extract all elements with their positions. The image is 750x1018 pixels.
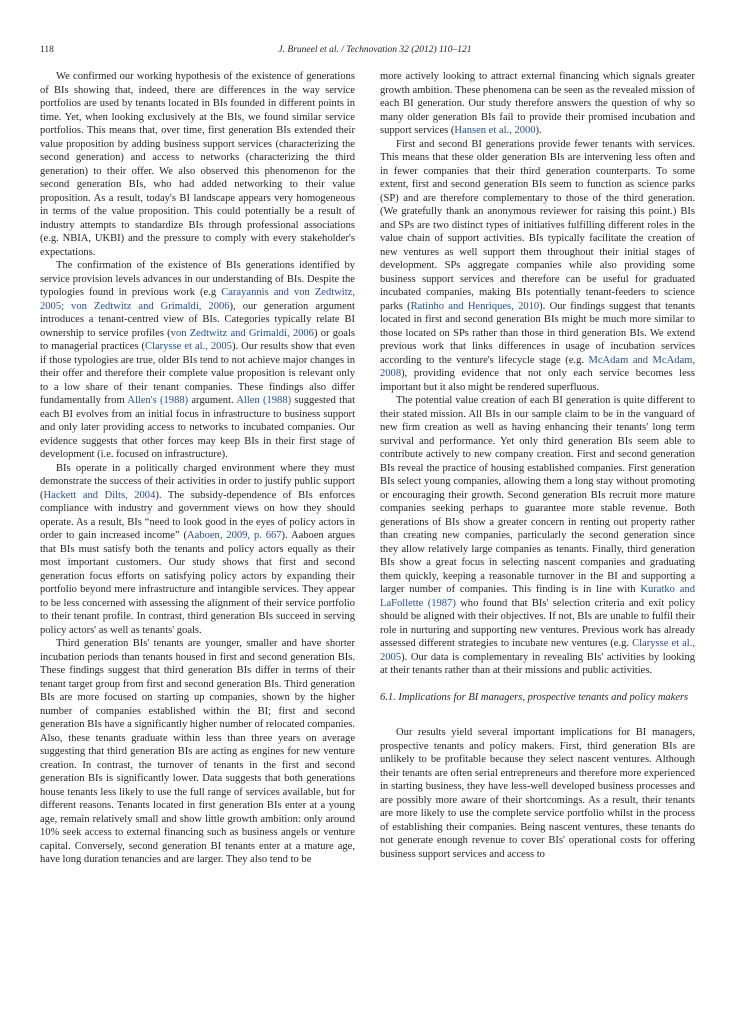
paragraph-text: BIs operate in a politically charged environment where they must demonstrate the success of their activities in order to justify public support ( — [40, 462, 355, 501]
left-column — [40, 70, 355, 867]
paragraph-text: The confirmation of the existence of BIs generations identified by service provision levels advances in our understanding of BIs. Despite the typologies found in previous work (e.g — [40, 260, 355, 298]
citation-link[interactable]: Hansen et al., 2000 — [454, 125, 536, 136]
paragraph-text: suggested that each BI evolves from an initial focus in infrastructure to business support and only later providing access to networks to incubated companies. Our evidence suggests that other forces may keep BIs in their first stage of development (i.e. focused on infrastructure). — [40, 395, 356, 460]
paragraph — [380, 394, 695, 678]
paragraph: Third generation BIs' tenants are younger, smaller and have shorter incubation periods than tenants housed in first and second generation BIs. These findings suggest that third generation BIs differ in terms of their tenant target group from first and second generation BIs. Third generation BIs are more focused on starting up companies, shown by the higher number of companies established within the BI; first and second generation BIs have a significantly higher number of relocated companies. Also, these tenants graduate within less than three years on average suggesting that third generation BIs are acting as engines for new venture creation. In contrast, the turnover of tenants in the first and second generation BIs is significantly lower. Data suggests that both generations house tenants less likely to use the full range of services available, but for different reasons. Tenants located in first generation BIs enter at a young age, remain relatively small and show little growth ambition: only around 10% seek access to external financing such as business angels or venture capital. Conversely, second generation BI tenants enter at a mature age, have long duration tenancies and are larger. They also tend to be — [40, 638, 355, 865]
running-head: J. Bruneel et al. / Technovation 32 (2012) 110–121 — [278, 45, 472, 55]
citation-link[interactable]: Ratinho and Henriques, 2010 — [410, 300, 540, 312]
paragraph-text: argument. — [188, 395, 237, 406]
citation-link[interactable]: Clarysse et al., 2005 — [145, 341, 232, 352]
paragraph-text: ). Aaboen argues that BIs must satisfy both the tenants and policy actors equally as their most important customers. Our study shows that first and second generation focus efforts on satisfying policy actors by expanding their portfolio beyond mere infrastructure and intangible services. They appear to be less concerned with assessing the alignment of their service portfolio to their tenant profile. In contrast, third generation BIs succeed in serving policy actors' as well as tenants' goals. — [40, 530, 355, 636]
paragraph-text: The potential value creation of each BI generation is quite different to their stated mission. All BIs in our sample claim to be in the vanguard of new firm creation as well as having enhancing their tenants' long term survival and performance. Yet only third generation BIs seem able to contribute actively to new company creation. First and second generation BIs reveal the practice of housing established companies. First generation BIs select young companies, allowing them a long stay without promoting or encouraging their growth. Second generation BIs recruit more mature companies seeking perhaps to guarantee more stable revenue. Both generations of BIs show a greater concern in renting out property rather than creating new companies, particularly the second generation since they allow relatively large companies as tenants. Finally, third generation BIs show a great focus in selecting nascent companies and graduating them quickly, keeping a reasonable turnover in the BI and supporting a larger number of companies. This finding is in line with — [380, 395, 695, 595]
paragraph — [40, 259, 355, 462]
citation-link[interactable]: Clarysse et al., 2005 — [380, 638, 696, 663]
paragraph-text: ) or goals to managerial practices ( — [40, 327, 355, 352]
paragraph-text: more actively looking to attract external financing which signals greater growth ambition. These phenomena can be seen as the revealed mission of each BI generation. Our study therefore answers the question of why so many older generation BIs fail to provide their promised incubation and support services ( — [380, 71, 695, 136]
citation-link[interactable]: von Zedtwitz and Grimaldi, 2006 — [170, 327, 314, 339]
paragraph-text: ), providing evidence that not only each service becomes less important but it also might be rendered superfluous. — [380, 368, 695, 393]
paragraph-text: First and second BI generations provide fewer tenants with services. This means that these older generation BIs are intervening less often and in fewer companies that their third generation counterparts. To some extent, first and second generation BIs seem to function as science parks (SP) and are therefore complementary to those of the third generation. (We gratefully thank an anonymous reviewer for raising this point.) BIs and SPs are two distinct types of initiatives fulfilling different roles in the value chain of support activities. BIs typically facilitate the creation of new ventures as well support them throughout their initial stages of development. SPs aggregate companies while also providing some business support services and therefore can be useful for graduated incubated companies, making BIs potentially tenant-feeders to science parks ( — [380, 138, 695, 312]
paragraph-text: ). Our results show that even if those typologies are true, older BIs tend to not achieve major changes in their offer and therefore their complete value proposition is relevant only to a low share of their tenant companies. These findings also differ fundamentally from — [40, 341, 355, 406]
citation-link[interactable]: Kuratko and LaFollette (1987) — [380, 584, 695, 609]
citation-link[interactable]: Aaboen, 2009, p. 667 — [187, 530, 282, 541]
right-column — [380, 70, 695, 861]
paragraph-text: who found that BIs' selection criteria and exit policy should be aligned with their objectives. If not, BIs are unable to fulfil their role in nurturing and supporting new ventures. Previous work has already assessed different strategies to incubate new ventures (e.g. — [380, 597, 695, 649]
citation-link[interactable]: Carayannis and von Zedtwitz, 2005; von Zedtwitz and Grimaldi, 2006 — [40, 287, 355, 312]
paragraph-text: ), our generation argument introduces a tenant-centred view of BIs. Categories typically relate BI ownership to service profiles ( — [40, 300, 355, 339]
paragraph-text: ). — [535, 125, 542, 136]
citation-link[interactable]: Hackett and Dilts, 2004 — [43, 489, 156, 501]
page-header — [40, 42, 710, 58]
citation-link[interactable]: Allen (1988) — [236, 395, 292, 406]
citation-link[interactable]: McAdam and McAdam, 2008 — [380, 354, 696, 379]
section-heading: 6.1. Implications for BI managers, prospective tenants and policy makers — [380, 691, 689, 703]
page-number: 118 — [40, 45, 54, 55]
paragraph: We confirmed our working hypothesis of the existence of generations of BIs showing that, indeed, there are differences in the way service portfolios are used by tenants located in BIs founded in different points in time. Yet, when looking exclusively at the BIs, we found similar service portfolios. This means that, over time, first generation BIs extended their value proposition by adding business support services (characterizing the second generation) and access to networks (characterizing the third generation) to their offer. We also observed this phenomenon for the second generation BIs, who had added networking to their value proposition. As a result, today's BI landscape appears very homogeneous in terms of the value proposition. This could potentially be a result of industry attempts to standardize BIs through professional associations (e.g. NBIA, UKBI) and the pressure to comply with every stakeholder's expectations. — [40, 71, 355, 258]
paragraph: Our results yield several important implications for BI managers, prospective tenants and policy makers. First, third generation BIs are unlikely to be profitable because they select nascent ventures. Although their tenants are often serial entrepreneurs and therefore more experienced in starting business, they have less-well developed business processes and are possibly more aware of their shortcomings. As a result, their tenants are more likely to use the complete service portfolio whilst in the process of establishing their companies. Being nascent ventures, these tenants do not generate enough revenue to cover BIs' operational costs for offering business support services and access to — [380, 727, 695, 860]
paragraph — [40, 462, 355, 638]
citation-link[interactable]: Allen's (1988) — [127, 395, 189, 406]
paragraph-text: ). Our data is complementary in revealing BIs' activities by looking at their tenants rather than at their missions and public activities. — [380, 651, 695, 676]
paragraph-text: ). The subsidy-dependence of BIs enforces compliance with industry and government views on how they should operate. As a result, BIs “need to look good in the eyes of policy actors in order to gain increased income” ( — [40, 489, 355, 541]
paragraph — [380, 70, 695, 138]
paragraph-text: ). Our findings suggest that tenants located in first and second generation BIs might be much more similar to those located on SPs rather than those in third generation BIs. We extend previous work that links differences in usage of incubation services according to the venture's lifecycle stage (e.g. — [380, 300, 695, 366]
paragraph — [380, 138, 695, 395]
